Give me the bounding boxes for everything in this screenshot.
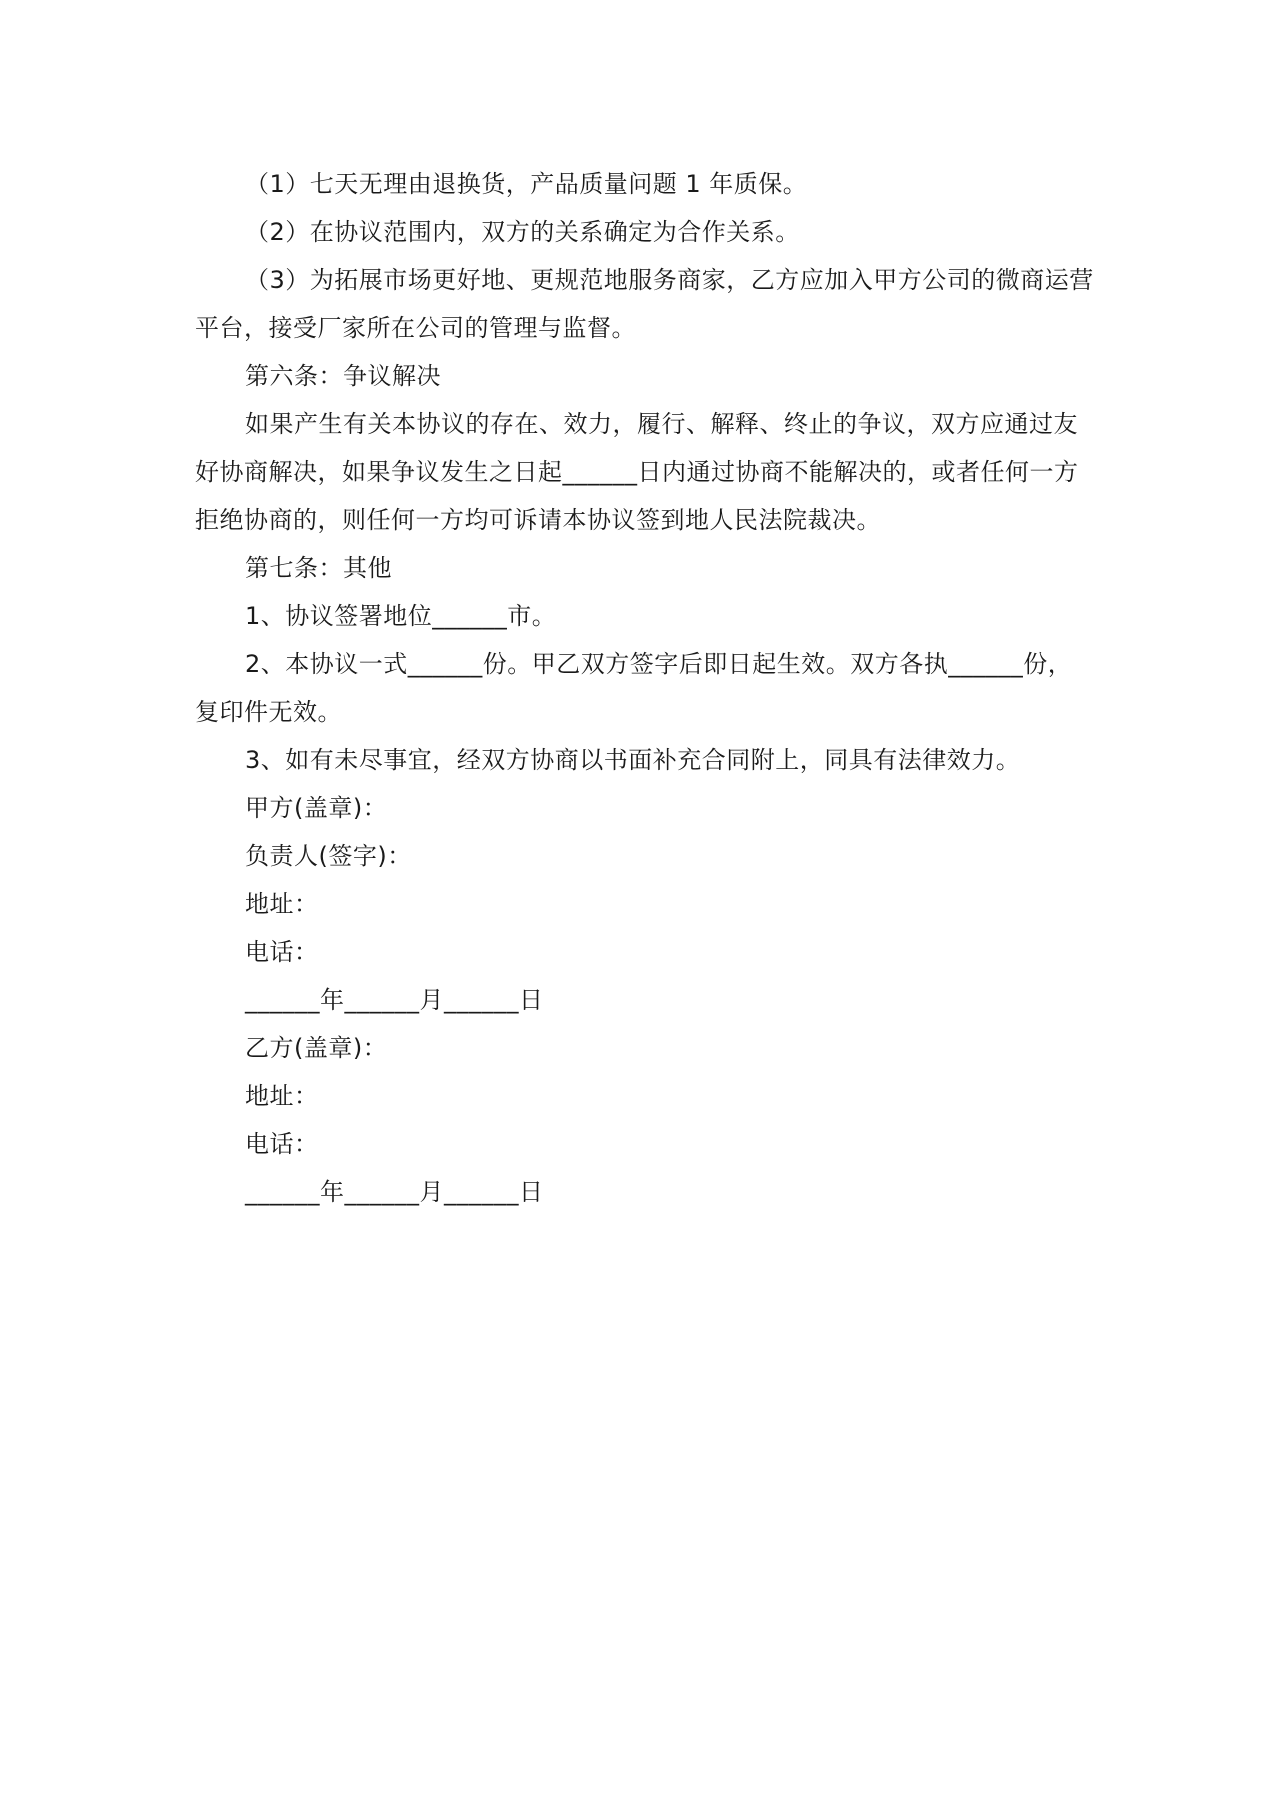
party-a-person: 负责人(签字)： [245,842,412,870]
article-7-item-1: 1、协议签署地位______市。 [245,602,557,630]
party-a-address: 地址： [245,890,319,918]
article-6-heading: 第六条：争议解决 [245,362,441,390]
party-b-address: 地址： [245,1082,319,1110]
article-6-body: 如果产生有关本协议的存在、效力，履行、解释、终止的争议，双方应通过友好协商解决，如果争议发生之日起______日内通过协商不能解决的，或者任何一方拒绝协商的，则任何一方均可诉请本协议签到地人民法院裁决。 [195,410,1079,534]
party-b-seal: 乙方(盖章)： [245,1034,388,1062]
party-b-date: ______年______月______日 [245,1178,544,1206]
party-a-phone: 电话： [245,938,319,966]
clause-item-1: （1）七天无理由退换货，产品质量问题 1 年质保。 [245,170,808,198]
party-a-date: ______年______月______日 [245,986,544,1014]
article-7-heading: 第七条：其他 [245,554,392,582]
document-body [195,160,1095,1216]
party-b-phone: 电话： [245,1130,319,1158]
clause-item-3: （3）为拓展市场更好地、更规范地服务商家，乙方应加入甲方公司的微商运营平台，接受厂家所在公司的管理与监督。 [195,266,1094,342]
party-a-seal: 甲方(盖章)： [245,794,388,822]
article-7-item-2: 2、本协议一式______份。甲乙双方签字后即日起生效。双方各执______份，复印件无效。 [195,650,1073,726]
article-7-item-3: 3、如有未尽事宜，经双方协商以书面补充合同附上，同具有法律效力。 [245,746,1021,774]
clause-item-2: （2）在协议范围内，双方的关系确定为合作关系。 [245,218,800,246]
